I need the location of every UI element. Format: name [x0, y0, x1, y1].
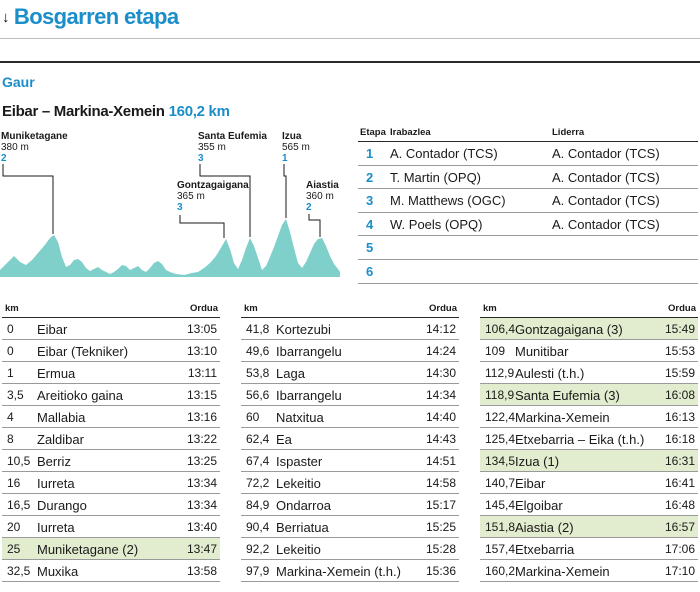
page-title [2, 4, 179, 30]
time-cell: 16:57 [664, 520, 695, 534]
time-cell: 13:22 [186, 432, 217, 446]
time-cell: 16:08 [664, 388, 695, 402]
table-row: 3 M. Matthews (OGC) A. Contador (TCS) [358, 189, 698, 213]
km-cell: 41,8 [246, 322, 270, 336]
table-row [241, 450, 459, 472]
km-cell: 112,9 [485, 366, 515, 380]
place-cell: Ibarrangelu [276, 344, 342, 359]
km-cell: 122,4 [485, 410, 516, 424]
table-row [2, 384, 220, 406]
km-cell: 25 [7, 542, 21, 556]
table-row [2, 450, 220, 472]
table-row [2, 428, 220, 450]
time-cell: 13:15 [186, 388, 217, 402]
place-cell: Berriz [37, 454, 71, 469]
km-cell: 49,6 [246, 344, 270, 358]
time-cell: 13:16 [186, 410, 217, 424]
km-cell: 1 [7, 366, 14, 380]
arrow-down-icon: ↓ [2, 9, 9, 26]
table-row [241, 428, 459, 450]
place-cell: Aiastia (2) [515, 520, 574, 535]
km-cell: 106,4 [485, 322, 516, 336]
stage-route: Eibar – Markina-Xemein [2, 103, 165, 120]
place-cell: Mallabia [37, 410, 86, 425]
climb-row [480, 516, 698, 538]
km-cell: 90,4 [246, 520, 270, 534]
place-cell: Lekeitio [276, 476, 321, 491]
time-cell: 14:40 [425, 410, 456, 424]
km-cell: 92,2 [246, 542, 270, 556]
table-row [2, 494, 220, 516]
table-row: 4 W. Poels (OPQ) A. Contador (TCS) [358, 213, 698, 237]
table-row: 1 A. Contador (TCS) A. Contador (TCS) [358, 142, 698, 166]
place-cell: Aulesti (t.h.) [515, 366, 585, 381]
place-cell: Munitibar [515, 344, 569, 359]
km-cell: 56,6 [246, 388, 270, 402]
schedule-header: km Ordua [480, 302, 698, 318]
leader-line-gontzagaigana [180, 215, 224, 238]
schedule-table-3 [480, 302, 698, 582]
climb-label: Aiastia 360 m 2 [306, 180, 339, 213]
leader-line-muniketagane [3, 164, 53, 234]
table-row [241, 384, 459, 406]
time-cell: 17:06 [664, 542, 695, 556]
place-cell: Eibar [37, 322, 68, 337]
place-cell: Ispaster [276, 454, 323, 469]
climb-label: Gontzagaigana 365 m 3 [177, 180, 249, 213]
time-cell: 16:13 [664, 410, 695, 424]
place-cell: Iurreta [37, 476, 75, 491]
time-cell: 13:34 [186, 498, 217, 512]
time-cell: 15:28 [425, 542, 456, 556]
place-cell: Izua (1) [515, 454, 560, 469]
place-cell: Markina-Xemein (t.h.) [276, 564, 401, 579]
schedule-table-1 [2, 302, 220, 582]
km-cell: 145,4 [485, 498, 516, 512]
place-cell: Elgoibar [515, 498, 563, 513]
time-cell: 14:58 [425, 476, 456, 490]
climb-row [480, 384, 698, 406]
table-row [480, 494, 698, 516]
place-cell: Durango [37, 498, 87, 513]
climb-label: Izua 565 m 1 [282, 131, 310, 164]
winners-table [358, 124, 698, 284]
schedule-table-2 [241, 302, 459, 582]
time-cell: 16:48 [664, 498, 695, 512]
leader-line-izua [284, 164, 286, 218]
km-cell: 20 [7, 520, 21, 534]
time-cell: 17:10 [664, 564, 695, 578]
km-cell: 84,9 [246, 498, 270, 512]
table-row [2, 472, 220, 494]
place-cell: Ondarroa [276, 498, 331, 513]
today-label: Gaur [2, 74, 35, 90]
time-cell: 15:59 [664, 366, 695, 380]
table-row [2, 318, 220, 340]
place-cell: Ibarrangelu [276, 388, 342, 403]
table-row [241, 318, 459, 340]
time-cell: 14:43 [425, 432, 456, 446]
km-cell: 4 [7, 410, 14, 424]
place-cell: Laga [276, 366, 305, 381]
table-row [480, 428, 698, 450]
place-cell: Markina-Xemein [515, 564, 610, 579]
climb-label: Santa Eufemia 355 m 3 [198, 131, 267, 164]
place-cell: Ea [276, 432, 292, 447]
km-cell: 3,5 [7, 388, 24, 402]
climb-row [480, 450, 698, 472]
leader-line-aiastia [309, 214, 320, 237]
place-cell: Ermua [37, 366, 76, 381]
table-row [241, 362, 459, 384]
time-cell: 13:10 [186, 344, 217, 358]
place-cell: Santa Eufemia (3) [515, 388, 620, 403]
km-cell: 118,9 [485, 388, 515, 402]
time-cell: 14:51 [425, 454, 456, 468]
km-cell: 8 [7, 432, 14, 446]
place-cell: Gontzagaigana (3) [515, 322, 623, 337]
km-cell: 53,8 [246, 366, 270, 380]
time-cell: 13:34 [186, 476, 217, 490]
time-cell: 13:47 [186, 542, 217, 556]
climb-row [480, 318, 698, 340]
place-cell: Eibar [515, 476, 546, 491]
time-cell: 13:05 [186, 322, 217, 336]
leader-lines [3, 164, 320, 238]
km-cell: 16,5 [7, 498, 31, 512]
km-cell: 16 [7, 476, 21, 490]
km-cell: 97,9 [246, 564, 270, 578]
km-cell: 62,4 [246, 432, 270, 446]
time-cell: 16:31 [664, 454, 695, 468]
km-cell: 109 [485, 344, 506, 358]
elevation-profile [0, 122, 345, 287]
table-row [241, 516, 459, 538]
km-cell: 0 [7, 344, 14, 358]
km-cell: 32,5 [7, 564, 31, 578]
table-row: 2 T. Martin (OPQ) A. Contador (TCS) [358, 166, 698, 190]
climb-label: Muniketagane 380 m 2 [1, 131, 68, 164]
table-row [241, 406, 459, 428]
table-row [241, 472, 459, 494]
table-row [2, 560, 220, 582]
place-cell: Markina-Xemein [515, 410, 610, 425]
time-cell: 14:24 [425, 344, 456, 358]
table-row [241, 560, 459, 582]
km-cell: 10,5 [7, 454, 31, 468]
table-row [241, 340, 459, 362]
table-row [241, 494, 459, 516]
time-cell: 15:36 [425, 564, 456, 578]
table-row [2, 516, 220, 538]
table-row: 6 [358, 260, 698, 284]
table-row: 5 [358, 236, 698, 260]
place-cell: Muniketagane (2) [37, 542, 139, 557]
km-cell: 67,4 [246, 454, 270, 468]
time-cell: 13:58 [186, 564, 217, 578]
km-cell: 60 [246, 410, 260, 424]
time-cell: 13:25 [186, 454, 217, 468]
km-cell: 140,7 [485, 476, 516, 490]
km-cell: 157,4 [485, 542, 516, 556]
table-row [480, 472, 698, 494]
time-cell: 16:18 [664, 432, 695, 446]
winners-table-header: Etapa Irabazlea Liderra [358, 124, 698, 142]
table-row [2, 340, 220, 362]
km-cell: 151,8 [485, 520, 516, 534]
time-cell: 15:25 [425, 520, 456, 534]
place-cell: Etxebarria – Eika (t.h.) [515, 432, 645, 447]
table-row [480, 362, 698, 384]
stage-distance: 160,2 km [168, 103, 230, 120]
stage-title [2, 103, 230, 120]
place-cell: Kortezubi [276, 322, 331, 337]
time-cell: 13:11 [187, 366, 217, 380]
place-cell: Lekeitio [276, 542, 321, 557]
place-cell: Natxitua [276, 410, 324, 425]
time-cell: 13:40 [186, 520, 217, 534]
time-cell: 14:34 [425, 388, 456, 402]
time-cell: 15:53 [664, 344, 695, 358]
table-row [480, 340, 698, 362]
km-cell: 0 [7, 322, 14, 336]
place-cell: Iurreta [37, 520, 75, 535]
table-row [2, 406, 220, 428]
schedule-header: km Ordua [241, 302, 459, 318]
place-cell: Berriatua [276, 520, 329, 535]
time-cell: 14:30 [425, 366, 456, 380]
table-row [480, 538, 698, 560]
title-divider [0, 38, 700, 39]
place-cell: Etxebarria [515, 542, 575, 557]
table-row [480, 560, 698, 582]
time-cell: 16:41 [664, 476, 695, 490]
time-cell: 15:49 [664, 322, 695, 336]
place-cell: Zaldibar [37, 432, 84, 447]
elevation-area [0, 219, 340, 277]
table-row [241, 538, 459, 560]
place-cell: Areitioko gaina [37, 388, 123, 403]
time-cell: 15:17 [425, 498, 456, 512]
title-text: Bosgarren etapa [13, 4, 179, 29]
time-cell: 14:12 [425, 322, 456, 336]
place-cell: Muxika [37, 564, 79, 579]
km-cell: 160,2 [485, 564, 516, 578]
km-cell: 134,5 [485, 454, 516, 468]
km-cell: 125,4 [485, 432, 516, 446]
section-divider [0, 61, 700, 63]
climb-row [2, 538, 220, 560]
table-row [2, 362, 220, 384]
schedule-header: km Ordua [2, 302, 220, 318]
place-cell: Eibar (Tekniker) [37, 344, 129, 359]
table-row [480, 406, 698, 428]
km-cell: 72,2 [246, 476, 270, 490]
